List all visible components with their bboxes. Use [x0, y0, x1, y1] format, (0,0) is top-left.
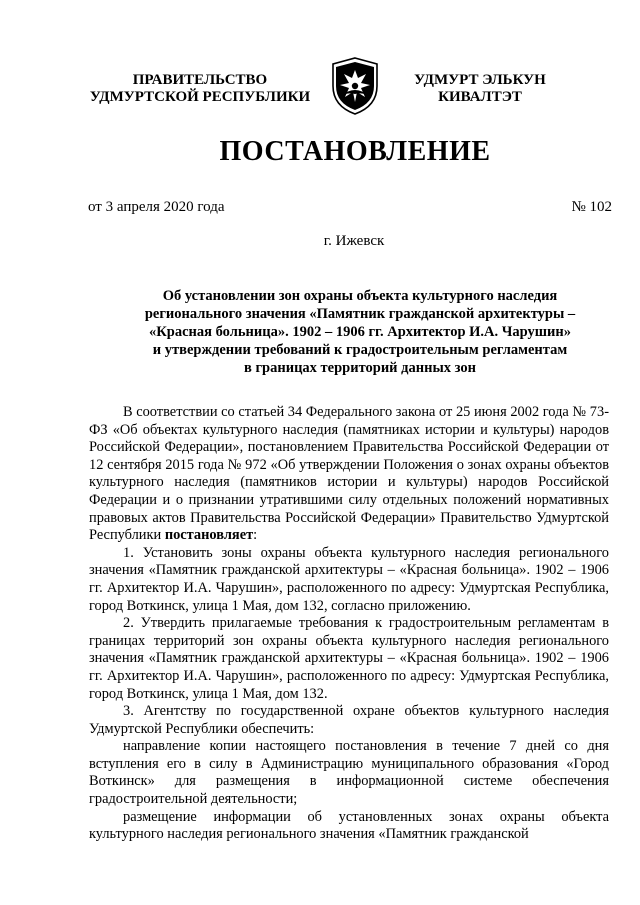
- gov-ru-line-2: УДМУРТСКОЙ РЕСПУБЛИКИ: [89, 89, 311, 105]
- subject-line: в границах территорий данных зон: [244, 360, 476, 376]
- subject-line: Об установлении зон охраны объекта культурного наследия: [162, 288, 558, 304]
- preamble-paragraph: [89, 404, 609, 545]
- document-subject: [90, 287, 630, 377]
- government-name-udmurt: [395, 72, 565, 106]
- gov-ru-line-1: ПРАВИТЕЛЬСТВО: [132, 72, 268, 88]
- item-1-paragraph: 1. Установить зоны охраны объекта культурного наследия регионального значения «Памятник гражданской архитектуры – «Красная больница». 1902 – 1906 гг. Архитектор И.А. Чарушин», расположенного по адресу: Удмуртская Республика, город Воткинск, улица 1 Мая, дом 132, согласно приложению.: [89, 544, 609, 614]
- subject-line: регионального значения «Памятник гражданской архитектуры –: [144, 306, 576, 322]
- document-city: г. Ижевск: [323, 233, 385, 249]
- resolves-word: постановляет: [164, 527, 254, 544]
- item-2-paragraph: 2. Утвердить прилагаемые требования к градостроительным регламентам в границах территорий зон охраны объекта культурного наследия регионального значения «Памятник гражданской архитектуры – «Красная больница». 1902 – 1906 гг. Архитектор И.А. Чарушин», расположенного по адресу: Удмуртская Республика, город Воткинск, улица 1 Мая, дом 132.: [89, 615, 609, 702]
- government-name-russian: [80, 72, 320, 106]
- document-title: ПОСТАНОВЛЕНИЕ: [219, 136, 491, 167]
- document-date: от 3 апреля 2020 года: [88, 199, 225, 215]
- document-body: [89, 404, 609, 844]
- udmurt-coat-of-arms-icon: [329, 56, 381, 116]
- resolves-colon: :: [253, 527, 258, 544]
- gov-udm-line-2: КИВАЛТЭТ: [438, 89, 522, 105]
- preamble-text: В соответствии со статьей 34 Федерального закона от 25 июня 2002 года № 73-ФЗ «Об объектах культурного наследия (памятниках истории и культуры) народов Российской Федерации», постановлением Правительства Российской Федерации от 12 сентября 2015 года № 972 «Об утверждении Положения о зонах охраны объектов культурного наследия (памятников истории и культуры) народов Российской Федерации и о признании утратившими силу отдельных положений нормативных правовых актов Правительства Российской Федерации» Правительство Удмуртской Республики: [89, 404, 609, 544]
- subject-line: «Красная больница». 1902 – 1906 гг. Архитектор И.А. Чарушин»: [149, 324, 571, 340]
- item-3-sub-1-paragraph: направление копии настоящего постановления в течение 7 дней со дня вступления его в силу в Администрацию муниципального образования «Город Воткинск» для размещения в информационной системе обеспечения градостроительной деятельности;: [89, 738, 609, 808]
- subject-line: и утверждении требований к градостроительным регламентам: [152, 342, 568, 358]
- gov-udm-line-1: УДМУРТ ЭЛЬКУН: [414, 72, 546, 88]
- item-3-paragraph: 3. Агентству по государственной охране объектов культурного наследия Удмуртской Республики обеспечить:: [89, 703, 609, 737]
- document-number: № 102: [571, 199, 612, 215]
- item-3-sub-2-paragraph: размещение информации об установленных зонах охраны объекта культурного наследия регионального значения «Памятник гражданской: [89, 808, 609, 843]
